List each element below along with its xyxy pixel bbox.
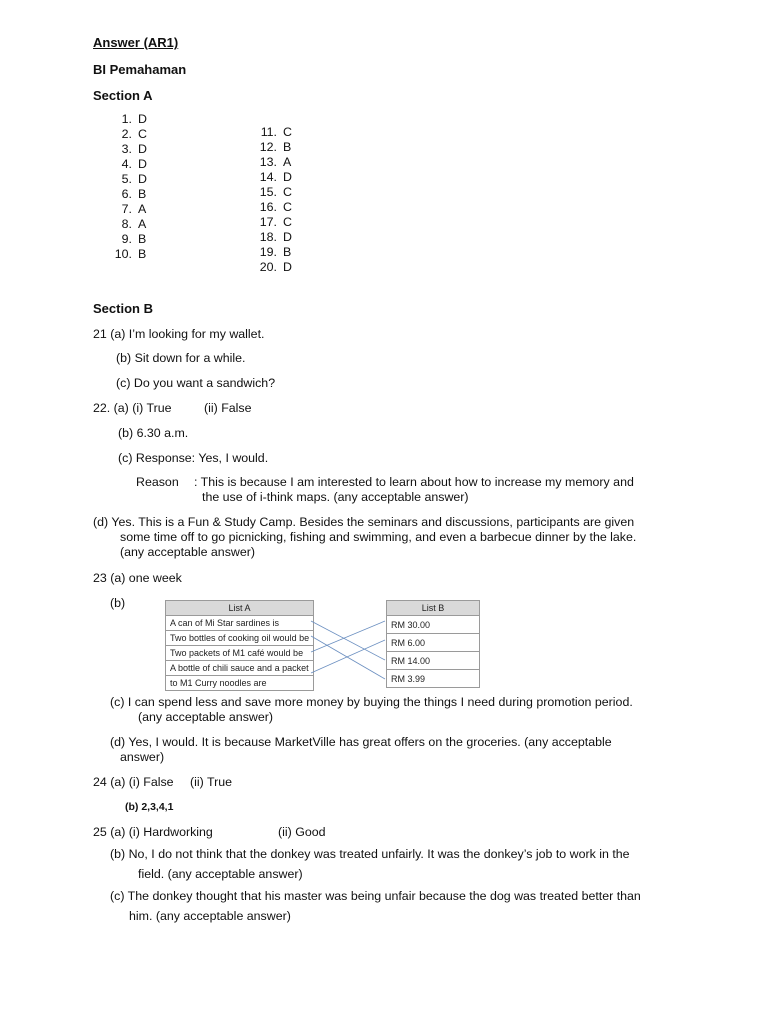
list-b-row: RM 3.99 [387,670,480,688]
answer-item: 17. C [259,215,292,229]
answer-25c-line-2: him. (any acceptable answer) [129,909,291,923]
list-a-row: Two packets of M1 café would be [166,646,314,661]
answer-item: 9. B [121,232,147,246]
list-a-header: List A [166,601,314,616]
answer-item: 13. A [259,155,292,169]
answer-item: 5. D [121,172,147,186]
answer-23c-line-2: (any acceptable answer) [138,710,273,724]
page-title: Answer (AR1) [93,35,179,50]
answer-23c-line-1: (c) I can spend less and save more money by buying the things I need during promotion period. [110,695,633,709]
answer-21a: 21 (a) I’m looking for my wallet. [93,327,265,341]
answer-item: 10. B [114,247,147,261]
answer-25a-ii: (ii) Good [278,825,326,839]
reason-label: Reason [136,475,179,489]
answer-item: 12. B [259,140,292,154]
answer-25c-line-1: (c) The donkey thought that his master was being unfair because the dog was treated better than [110,889,641,903]
answer-item: 4. D [121,157,147,171]
reason-line-1: : This is because I am interested to learn about how to increase my memory and [194,475,634,489]
list-b-row: RM 6.00 [387,634,480,652]
match-line [311,621,385,652]
list-a-row: Two bottles of cooking oil would be [166,631,314,646]
list-a-row: to M1 Curry noodles are [166,676,314,691]
list-a-row: A can of Mi Star sardines is [166,616,314,631]
answer-22d-line-2: some time off to go picnicking, fishing and swimming, and even a barbecue dinner by the lake. [120,530,637,544]
reason-line-2: the use of i-think maps. (any acceptable answer) [202,490,469,504]
match-line [311,636,385,679]
match-line [311,640,385,673]
answer-25b-line-1: (b) No, I do not think that the donkey was treated unfairly. It was the donkey’s job to work in the [110,847,630,861]
answer-item: 7. A [121,202,147,216]
answer-item: 20. D [259,260,292,274]
page-subtitle: BI Pemahaman [93,62,187,77]
answer-21c: (c) Do you want a sandwich? [116,376,276,390]
answer-22c: (c) Response: Yes, I would. [118,451,269,465]
answer-21b: (b) Sit down for a while. [116,351,246,365]
answer-item: 19. B [259,245,292,259]
answer-23a: 23 (a) one week [93,571,182,585]
section-b-heading: Section B [93,301,153,316]
answer-22a: 22. (a) (i) True [93,401,172,415]
answer-25b-line-2: field. (any acceptable answer) [138,867,303,881]
answer-23b-label: (b) [110,596,126,610]
answer-item: 3. D [121,142,147,156]
answer-item: 6. B [121,187,147,201]
answer-22a-ii: (ii) False [204,401,252,415]
answer-22d-line-1: (d) Yes. This is a Fun & Study Camp. Besides the seminars and discussions, participants are given [93,515,635,529]
answer-24a: 24 (a) (i) False [93,775,174,789]
match-line [311,621,385,660]
answer-item: 14. D [259,170,292,184]
section-a-heading: Section A [93,88,153,103]
list-b-row: RM 30.00 [387,616,480,634]
answer-item: 1. D [121,112,147,126]
answer-item: 8. A [121,217,147,231]
list-b-header: List B [387,601,480,616]
list-a-row: A bottle of chili sauce and a packet [166,661,314,676]
answer-24b: (b) 2,3,4,1 [125,801,174,813]
answer-24a-ii: (ii) True [190,775,232,789]
answer-22d-line-3: (any acceptable answer) [120,545,255,559]
answer-item: 2. C [121,127,147,141]
answer-item: 18. D [259,230,292,244]
answer-23d-line-1: (d) Yes, I would. It is because MarketVille has great offers on the groceries. (any acceptable [110,735,612,749]
answer-item: 15. C [259,185,292,199]
answer-item: 11. C [260,125,292,139]
answer-22b: (b) 6.30 a.m. [118,426,189,440]
answer-25a: 25 (a) (i) Hardworking [93,825,213,839]
answer-23d-line-2: answer) [120,750,165,764]
answer-item: 16. C [259,200,292,214]
list-b-row: RM 14.00 [387,652,480,670]
